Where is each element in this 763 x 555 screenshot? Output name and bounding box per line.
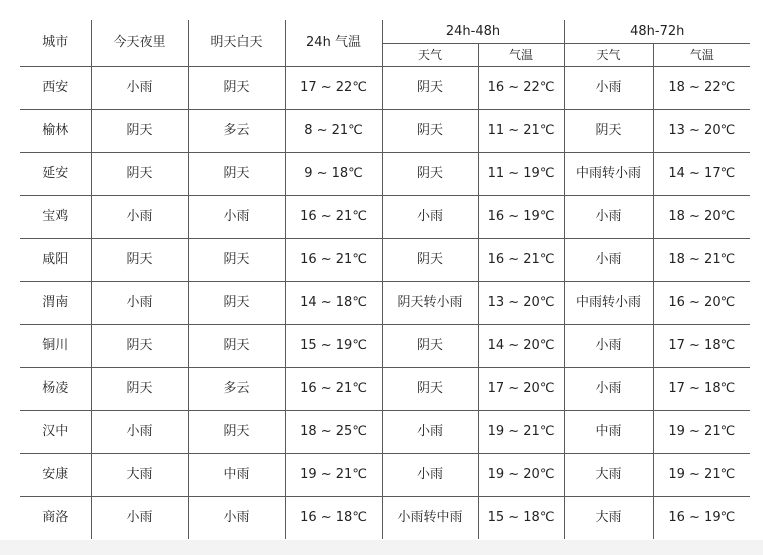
cell-temp-24h: 16 ~ 18℃ bbox=[285, 497, 382, 540]
table-row bbox=[20, 411, 750, 454]
table-row bbox=[20, 325, 750, 368]
cell-tomorrow-day: 多云 bbox=[188, 110, 285, 153]
cell-temp-24-48h: 14 ~ 20℃ bbox=[478, 325, 564, 368]
header-row-top bbox=[20, 20, 750, 44]
cell-city: 西安 bbox=[20, 67, 91, 110]
cell-tomorrow-day: 多云 bbox=[188, 368, 285, 411]
cell-temp-48-72h: 18 ~ 20℃ bbox=[653, 196, 750, 239]
cell-temp-48-72h: 19 ~ 21℃ bbox=[653, 454, 750, 497]
cell-tomorrow-day: 阴天 bbox=[188, 153, 285, 196]
header-tonight: 今天夜里 bbox=[91, 20, 188, 67]
cell-weather-24-48h: 阴天 bbox=[382, 239, 478, 282]
cell-city: 宝鸡 bbox=[20, 196, 91, 239]
table-row bbox=[20, 497, 750, 540]
weather-forecast-table bbox=[20, 20, 750, 539]
cell-tomorrow-day: 阴天 bbox=[188, 325, 285, 368]
cell-weather-24-48h: 小雨转中雨 bbox=[382, 497, 478, 540]
cell-weather-48-72h: 小雨 bbox=[564, 239, 653, 282]
header-temp-24-48h: 气温 bbox=[478, 44, 564, 67]
header-city: 城市 bbox=[20, 20, 91, 67]
table-row bbox=[20, 239, 750, 282]
cell-weather-24-48h: 阴天 bbox=[382, 67, 478, 110]
cell-temp-48-72h: 17 ~ 18℃ bbox=[653, 325, 750, 368]
cell-tonight: 小雨 bbox=[91, 196, 188, 239]
cell-temp-24-48h: 11 ~ 21℃ bbox=[478, 110, 564, 153]
cell-temp-48-72h: 16 ~ 19℃ bbox=[653, 497, 750, 540]
cell-weather-24-48h: 阴天 bbox=[382, 325, 478, 368]
table-row bbox=[20, 67, 750, 110]
cell-tomorrow-day: 阴天 bbox=[188, 67, 285, 110]
cell-tonight: 阴天 bbox=[91, 110, 188, 153]
cell-weather-48-72h: 中雨转小雨 bbox=[564, 153, 653, 196]
cell-temp-24-48h: 16 ~ 21℃ bbox=[478, 239, 564, 282]
cell-city: 汉中 bbox=[20, 411, 91, 454]
cell-temp-24-48h: 16 ~ 19℃ bbox=[478, 196, 564, 239]
cell-temp-24h: 15 ~ 19℃ bbox=[285, 325, 382, 368]
cell-city: 铜川 bbox=[20, 325, 91, 368]
cell-tonight: 阴天 bbox=[91, 368, 188, 411]
cell-tonight: 小雨 bbox=[91, 67, 188, 110]
cell-tomorrow-day: 阴天 bbox=[188, 282, 285, 325]
cell-weather-24-48h: 阴天转小雨 bbox=[382, 282, 478, 325]
cell-city: 杨凌 bbox=[20, 368, 91, 411]
cell-temp-24-48h: 13 ~ 20℃ bbox=[478, 282, 564, 325]
cell-temp-24-48h: 11 ~ 19℃ bbox=[478, 153, 564, 196]
cell-weather-48-72h: 大雨 bbox=[564, 454, 653, 497]
cell-weather-48-72h: 中雨转小雨 bbox=[564, 282, 653, 325]
cell-weather-48-72h: 中雨 bbox=[564, 411, 653, 454]
cell-temp-24-48h: 17 ~ 20℃ bbox=[478, 368, 564, 411]
table-row bbox=[20, 368, 750, 411]
cell-tonight: 小雨 bbox=[91, 282, 188, 325]
table-row bbox=[20, 282, 750, 325]
cell-tomorrow-day: 小雨 bbox=[188, 497, 285, 540]
cell-weather-48-72h: 小雨 bbox=[564, 325, 653, 368]
cell-temp-48-72h: 18 ~ 22℃ bbox=[653, 67, 750, 110]
cell-weather-48-72h: 阴天 bbox=[564, 110, 653, 153]
cell-temp-48-72h: 16 ~ 20℃ bbox=[653, 282, 750, 325]
cell-tomorrow-day: 中雨 bbox=[188, 454, 285, 497]
table-row bbox=[20, 110, 750, 153]
cell-temp-24h: 9 ~ 18℃ bbox=[285, 153, 382, 196]
cell-weather-48-72h: 小雨 bbox=[564, 196, 653, 239]
cell-city: 安康 bbox=[20, 454, 91, 497]
header-group-48-72h: 48h-72h bbox=[564, 20, 750, 44]
cell-weather-24-48h: 阴天 bbox=[382, 153, 478, 196]
header-weather-24-48h: 天气 bbox=[382, 44, 478, 67]
table-row bbox=[20, 153, 750, 196]
cell-weather-24-48h: 阴天 bbox=[382, 368, 478, 411]
header-weather-48-72h: 天气 bbox=[564, 44, 653, 67]
cell-temp-24h: 19 ~ 21℃ bbox=[285, 454, 382, 497]
cell-tonight: 小雨 bbox=[91, 411, 188, 454]
cell-weather-24-48h: 小雨 bbox=[382, 411, 478, 454]
cell-tonight: 阴天 bbox=[91, 325, 188, 368]
cell-tonight: 大雨 bbox=[91, 454, 188, 497]
header-temp-48-72h: 气温 bbox=[653, 44, 750, 67]
cell-temp-24h: 8 ~ 21℃ bbox=[285, 110, 382, 153]
cell-temp-48-72h: 13 ~ 20℃ bbox=[653, 110, 750, 153]
cell-weather-48-72h: 大雨 bbox=[564, 497, 653, 540]
cell-temp-24h: 16 ~ 21℃ bbox=[285, 239, 382, 282]
cell-tomorrow-day: 小雨 bbox=[188, 196, 285, 239]
table-row bbox=[20, 454, 750, 497]
cell-city: 商洛 bbox=[20, 497, 91, 540]
cell-city: 延安 bbox=[20, 153, 91, 196]
cell-temp-24h: 16 ~ 21℃ bbox=[285, 368, 382, 411]
cell-city: 榆林 bbox=[20, 110, 91, 153]
cell-temp-24h: 14 ~ 18℃ bbox=[285, 282, 382, 325]
cell-temp-48-72h: 18 ~ 21℃ bbox=[653, 239, 750, 282]
header-tomorrow-day: 明天白天 bbox=[188, 20, 285, 67]
header-group-24-48h: 24h-48h bbox=[382, 20, 564, 44]
cell-temp-48-72h: 17 ~ 18℃ bbox=[653, 368, 750, 411]
cell-city: 咸阳 bbox=[20, 239, 91, 282]
cell-temp-24h: 16 ~ 21℃ bbox=[285, 196, 382, 239]
bottom-strip bbox=[0, 540, 763, 555]
cell-temp-48-72h: 14 ~ 17℃ bbox=[653, 153, 750, 196]
cell-tonight: 阴天 bbox=[91, 239, 188, 282]
cell-temp-24h: 17 ~ 22℃ bbox=[285, 67, 382, 110]
cell-city: 渭南 bbox=[20, 282, 91, 325]
cell-weather-24-48h: 阴天 bbox=[382, 110, 478, 153]
cell-temp-24-48h: 19 ~ 21℃ bbox=[478, 411, 564, 454]
cell-weather-48-72h: 小雨 bbox=[564, 67, 653, 110]
cell-tonight: 阴天 bbox=[91, 153, 188, 196]
cell-temp-24h: 18 ~ 25℃ bbox=[285, 411, 382, 454]
cell-weather-24-48h: 小雨 bbox=[382, 196, 478, 239]
cell-tomorrow-day: 阴天 bbox=[188, 239, 285, 282]
header-temp-24h: 24h 气温 bbox=[285, 20, 382, 67]
cell-temp-24-48h: 15 ~ 18℃ bbox=[478, 497, 564, 540]
cell-tomorrow-day: 阴天 bbox=[188, 411, 285, 454]
cell-weather-48-72h: 小雨 bbox=[564, 368, 653, 411]
cell-temp-24-48h: 16 ~ 22℃ bbox=[478, 67, 564, 110]
cell-temp-24-48h: 19 ~ 20℃ bbox=[478, 454, 564, 497]
cell-tonight: 小雨 bbox=[91, 497, 188, 540]
table-row bbox=[20, 196, 750, 239]
cell-weather-24-48h: 小雨 bbox=[382, 454, 478, 497]
cell-temp-48-72h: 19 ~ 21℃ bbox=[653, 411, 750, 454]
